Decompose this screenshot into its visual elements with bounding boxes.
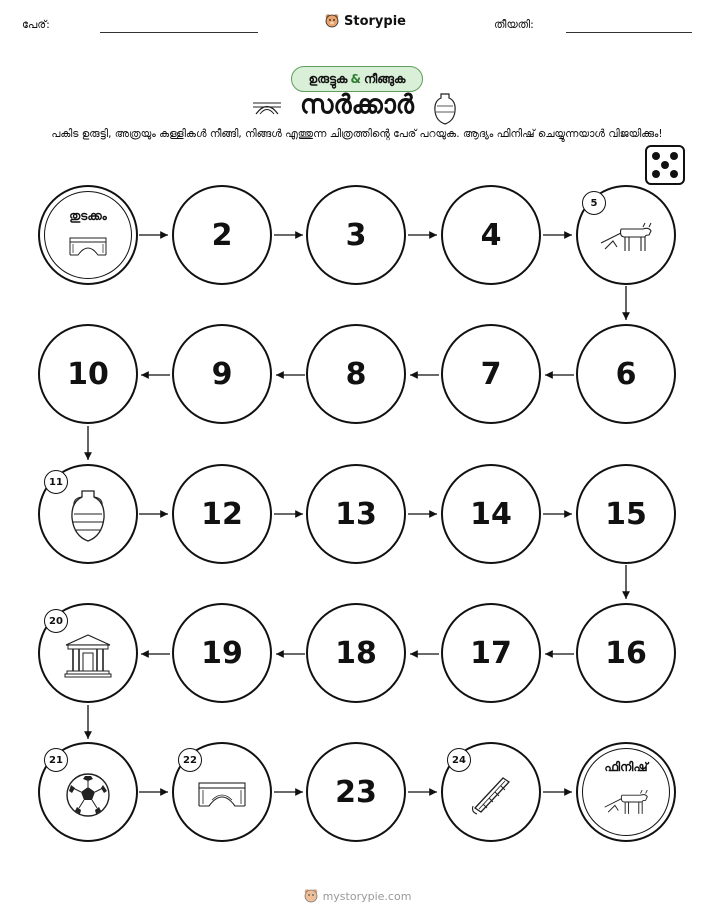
cell-finish[interactable] xyxy=(576,742,676,842)
cell-number: 10 xyxy=(67,356,109,392)
cell-number: 14 xyxy=(470,496,512,532)
pot-icon xyxy=(432,92,458,126)
cell-11[interactable] xyxy=(38,464,138,564)
cell-5[interactable] xyxy=(576,185,676,285)
cell-number: 4 xyxy=(480,217,502,253)
ox-plough-icon xyxy=(603,786,649,818)
cell-19[interactable] xyxy=(172,603,272,703)
cell-4[interactable] xyxy=(441,185,541,285)
brand-name: Storypie xyxy=(344,13,406,29)
cell-number: 23 xyxy=(335,774,377,810)
cell-number: 16 xyxy=(605,635,647,671)
footer-url[interactable]: mystorypie.com xyxy=(322,889,412,903)
cell-23[interactable] xyxy=(306,742,406,842)
cell-number: 17 xyxy=(470,635,512,671)
footer xyxy=(0,888,714,904)
cell-badge: 11 xyxy=(44,470,68,494)
cell-8[interactable] xyxy=(306,324,406,424)
cell-24[interactable] xyxy=(441,742,541,842)
finish-label: ഫിനിഷ് xyxy=(604,760,648,774)
instructions: പകിട ഉരുട്ടി, അത്രയും കള്ളികൾ നീങ്ങി, നിങ്ങൾ എത്തുന്ന ചിത്രത്തിന്റെ പേര് പറയുക. ആദ്യം ഫിനിഷ് ചെയ്യുന്നയാൾ വിജയിക്കും! xyxy=(51,128,663,140)
cell-number: 2 xyxy=(211,217,233,253)
cell-3[interactable] xyxy=(306,185,406,285)
cell-number: 8 xyxy=(345,356,367,392)
government-building-icon xyxy=(64,633,112,679)
cell-number: 18 xyxy=(335,635,377,671)
start-label: തുടക്കം xyxy=(69,209,107,223)
cell-17[interactable] xyxy=(441,603,541,703)
cell-number: 7 xyxy=(480,356,502,392)
cell-number: 13 xyxy=(335,496,377,532)
cell-badge: 5 xyxy=(582,191,606,215)
cell-21[interactable] xyxy=(38,742,138,842)
cell-20[interactable] xyxy=(38,603,138,703)
cell-number: 19 xyxy=(201,635,243,671)
cell-2[interactable] xyxy=(172,185,272,285)
cell-number: 6 xyxy=(615,356,637,392)
cell-15[interactable] xyxy=(576,464,676,564)
date-label: തീയതി: xyxy=(494,18,534,31)
cell-badge: 22 xyxy=(178,748,202,772)
name-field[interactable] xyxy=(100,32,258,33)
page-title: സർക്കാർ xyxy=(300,90,414,120)
cell-14[interactable] xyxy=(441,464,541,564)
pill-move: നീങ്ങുക xyxy=(363,71,406,86)
dice-icon xyxy=(645,145,685,185)
cell-6[interactable] xyxy=(576,324,676,424)
pill-roll: ഉരുട്ടുക xyxy=(308,71,348,86)
slide-icon xyxy=(469,772,513,816)
cell-badge: 21 xyxy=(44,748,68,772)
name-label: പേര്: xyxy=(22,18,50,31)
football-icon xyxy=(65,772,111,818)
brand xyxy=(324,13,406,29)
bridge-icon xyxy=(69,235,107,257)
pill-amp: & xyxy=(350,72,361,86)
date-field[interactable] xyxy=(566,32,692,33)
cell-number: 15 xyxy=(605,496,647,532)
storypie-logo-icon xyxy=(303,888,319,904)
cell-16[interactable] xyxy=(576,603,676,703)
cell-10[interactable] xyxy=(38,324,138,424)
cell-start[interactable] xyxy=(38,185,138,285)
cell-badge: 20 xyxy=(44,609,68,633)
cell-badge: 24 xyxy=(447,748,471,772)
cell-number: 3 xyxy=(345,217,367,253)
bridge-icon xyxy=(198,780,246,808)
pot-icon xyxy=(67,488,109,544)
cell-12[interactable] xyxy=(172,464,272,564)
cell-18[interactable] xyxy=(306,603,406,703)
cell-22[interactable] xyxy=(172,742,272,842)
cell-13[interactable] xyxy=(306,464,406,564)
storypie-logo-icon xyxy=(324,13,340,29)
cell-9[interactable] xyxy=(172,324,272,424)
cell-7[interactable] xyxy=(441,324,541,424)
ox-plough-icon xyxy=(599,219,653,255)
cell-number: 9 xyxy=(211,356,233,392)
roll-and-move-pill xyxy=(291,66,423,92)
cell-number: 12 xyxy=(201,496,243,532)
